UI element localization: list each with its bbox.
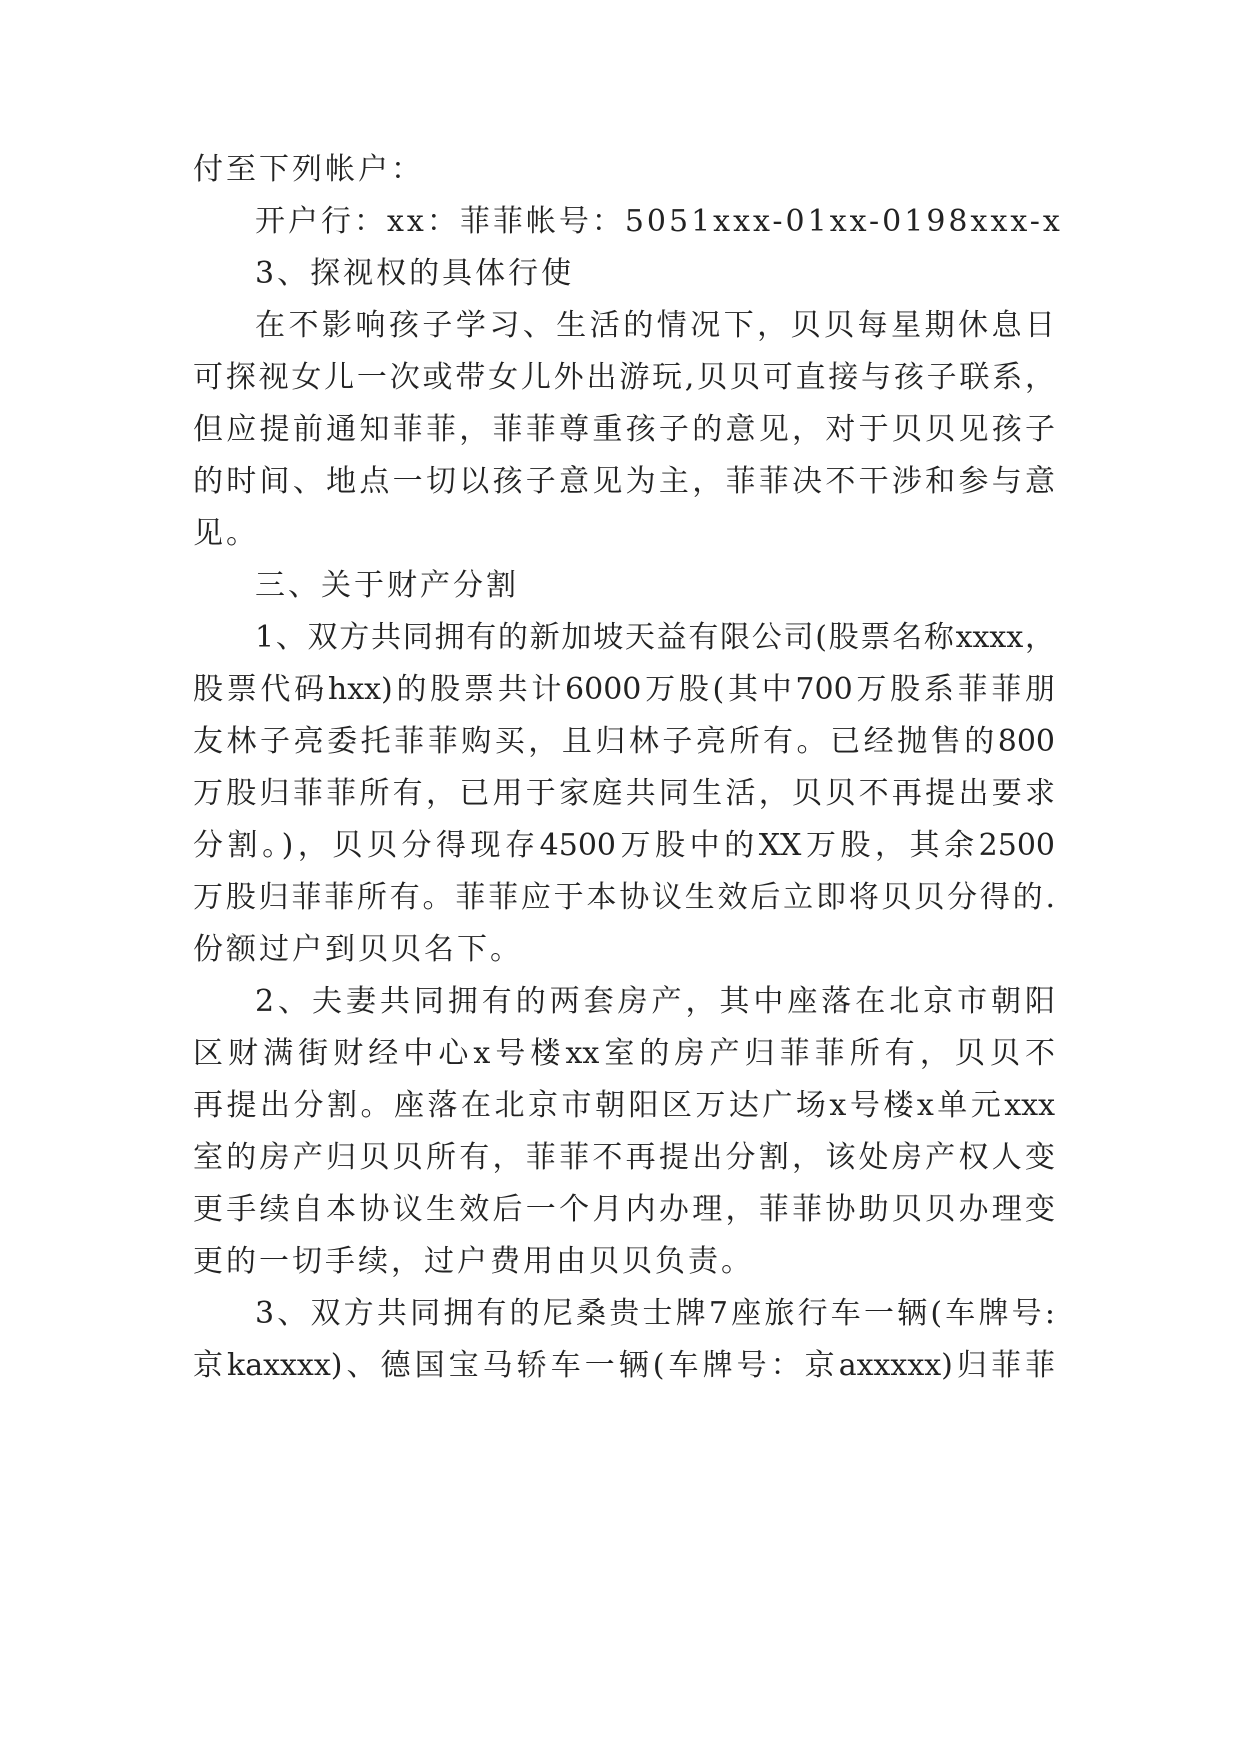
text-line-20: 室的房产归贝贝所有，菲菲不再提出分割，该处房产权人变 (193, 1140, 1055, 1175)
text-line-22: 更的一切手续，过户费用由贝贝负责。 (193, 1244, 754, 1279)
text-line-21: 更手续自本协议生效后一个月内办理，菲菲协助贝贝办理变 (193, 1192, 1055, 1227)
text-line-17: 2、夫妻共同拥有的两套房产，其中座落在北京市朝阳 (255, 984, 1055, 1019)
text-line-10: 1、双方共同拥有的新加坡天益有限公司(股票名称xxxx， (255, 620, 1055, 655)
text-line-11: 股票代码hxx)的股票共计6000万股(其中700万股系菲菲朋 (193, 672, 1055, 707)
text-line-19: 再提出分割。座落在北京市朝阳区万达广场x号楼x单元xxx (193, 1088, 1055, 1123)
text-line-18: 区财满街财经中心x号楼xx室的房产归菲菲所有，贝贝不 (193, 1036, 1055, 1071)
text-line-16: 份额过户到贝贝名下。 (193, 932, 523, 967)
text-line-8: 见。 (193, 516, 259, 551)
text-line-5: 可探视女儿一次或带女儿外出游玩,贝贝可直接与孩子联系， (193, 360, 1055, 395)
text-line-12: 友林子亮委托菲菲购买，且归林子亮所有。已经抛售的800 (193, 724, 1055, 759)
text-line-23: 3、双方共同拥有的尼桑贵士牌7座旅行车一辆(车牌号: (255, 1296, 1055, 1331)
text-line-24: 京kaxxxx)、德国宝马轿车一辆(车牌号：京axxxxx)归菲菲 (193, 1348, 1055, 1383)
text-line-1: 付至下列帐户： (193, 152, 424, 187)
text-line-4: 在不影响孩子学习、生活的情况下，贝贝每星期休息日 (255, 308, 1055, 343)
text-line-14: 分割。)，贝贝分得现存4500万股中的XX万股，其余2500 (193, 828, 1055, 863)
text-line-9: 三、关于财产分割 (255, 568, 519, 603)
text-line-3: 3、探视权的具体行使 (255, 256, 575, 291)
text-line-15: 万股归菲菲所有。菲菲应于本协议生效后立即将贝贝分得的. (193, 880, 1055, 915)
text-line-2: 开户行：xx：菲菲帐号：5051xxx-01xx-0198xxx-x (255, 204, 1063, 239)
text-line-6: 但应提前通知菲菲，菲菲尊重孩子的意见，对于贝贝见孩子 (193, 412, 1055, 447)
text-line-13: 万股归菲菲所有，已用于家庭共同生活，贝贝不再提出要求 (193, 776, 1055, 811)
text-line-7: 的时间、地点一切以孩子意见为主，菲菲决不干涉和参与意 (193, 464, 1055, 499)
